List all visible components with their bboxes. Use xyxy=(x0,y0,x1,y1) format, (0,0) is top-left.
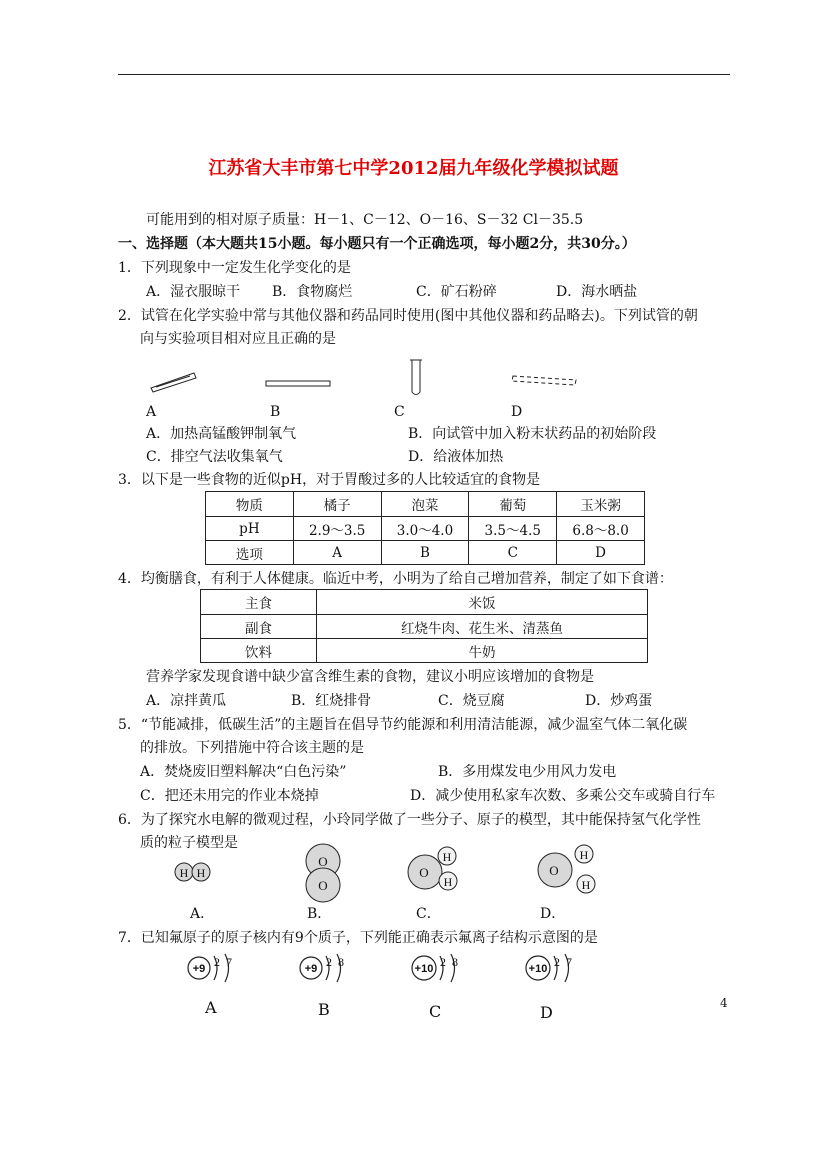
atom-label: H xyxy=(581,878,591,892)
q4-option-d: D．炒鸡蛋 xyxy=(585,693,653,709)
ph-cell: 物质 xyxy=(206,492,294,517)
atom-label: H xyxy=(442,850,452,864)
q4-followup: 营养学家发现食谱中缺少富含维生素的食物，建议小明应该增加的食物是 xyxy=(146,669,594,685)
q5-option-d: D．减少使用私家车次数、多乘公交车或骑自行车 xyxy=(410,788,716,804)
atom-label: H xyxy=(443,875,453,889)
q2-fig-label-d: D xyxy=(511,404,523,420)
menu-cell: 米饭 xyxy=(317,590,648,615)
menu-cell: 饮料 xyxy=(201,639,317,663)
q7-label-c: C xyxy=(429,1002,442,1021)
q4-option-b: B．红烧排骨 xyxy=(291,693,372,709)
shell-electrons: 2 xyxy=(214,955,220,969)
ph-cell: D xyxy=(557,541,645,565)
page-number: 4 xyxy=(720,996,728,1010)
q5-stem-1: 5．“节能减排，低碳生活”的主题旨在倡导节约能源和利用清洁能源，减少温室气体二氧化碳 xyxy=(118,717,688,733)
atom-label: H xyxy=(579,848,589,862)
menu-cell: 主食 xyxy=(201,590,317,615)
q2-fig-label-b: B xyxy=(270,404,281,420)
q7-label-a: A xyxy=(205,998,217,1017)
q2-option-a: A．加热高锰酸钾制氧气 xyxy=(146,426,297,442)
q5-option-b: B．多用煤发电少用风力发电 xyxy=(438,764,617,780)
nucleus-charge: +10 xyxy=(414,963,434,975)
ph-cell: 泡菜 xyxy=(381,492,469,517)
ph-cell: 选项 xyxy=(206,541,294,565)
atom-label: O xyxy=(419,865,429,880)
atom-label: O xyxy=(318,878,328,893)
atom-label: H xyxy=(179,866,189,880)
ion-diagram-d xyxy=(526,954,572,982)
shell-electrons: 7 xyxy=(566,955,572,969)
q2-fig-label-c: C xyxy=(394,404,405,420)
q1-option-a: A．湿衣服晾干 xyxy=(146,284,241,300)
shell-electrons: 8 xyxy=(338,955,344,969)
q4-option-a: A．凉拌黄瓜 xyxy=(146,693,227,709)
q2-option-d: D．给液体加热 xyxy=(408,449,504,465)
q6-label-b: B． xyxy=(307,906,332,922)
atomic-masses: 可能用到的相对原子质量：H－1、C－12、O－16、S－32 Cl－35.5 xyxy=(146,212,584,228)
shell-electrons: 8 xyxy=(452,955,458,969)
ph-cell: pH xyxy=(206,517,294,541)
q5-stem-2: 的排放。下列措施中符合该主题的是 xyxy=(140,740,364,756)
ph-cell: 橘子 xyxy=(293,492,381,517)
page-title: 江苏省大丰市第七中学2012届九年级化学模拟试题 xyxy=(208,158,619,179)
q4-option-c: C．烧豆腐 xyxy=(438,693,505,709)
atom-label: H xyxy=(196,866,206,880)
q1-option-d: D．海水晒盐 xyxy=(556,284,638,300)
ph-cell: 2.9～3.5 xyxy=(293,517,381,541)
q7-label-d: D xyxy=(540,1003,553,1022)
shell-electrons: 7 xyxy=(226,955,232,969)
shell-electrons: 2 xyxy=(554,955,560,969)
menu-cell: 副食 xyxy=(201,615,317,639)
ion-diagram-b xyxy=(300,954,344,982)
ph-cell: 3.5～4.5 xyxy=(469,517,557,541)
nucleus-charge: +9 xyxy=(192,963,206,975)
q7-label-b: B xyxy=(318,1000,330,1019)
shell-electrons: 2 xyxy=(440,955,446,969)
section-heading: 一、选择题（本大题共15小题。每小题只有一个正确选项，每小题2分，共30分。） xyxy=(118,236,636,252)
q2-fig-label-a: A xyxy=(146,404,157,420)
nucleus-charge: +9 xyxy=(304,963,318,975)
ph-cell: 葡萄 xyxy=(469,492,557,517)
q5-option-a: A．焚烧废旧塑料解决“白色污染” xyxy=(140,764,347,780)
ion-diagram-a xyxy=(188,954,232,982)
menu-cell: 牛奶 xyxy=(317,639,648,663)
nucleus-charge: +10 xyxy=(528,963,548,975)
ph-cell: A xyxy=(293,541,381,565)
q6-label-c: C． xyxy=(416,906,441,922)
q6-label-d: D． xyxy=(540,906,566,922)
q4-stem: 4．均衡膳食，有利于人体健康。临近中考，小明为了给自己增加营养，制定了如下食谱： xyxy=(118,571,673,587)
q6-stem-2: 质的粒子模型是 xyxy=(140,835,238,851)
ph-cell: 玉米粥 xyxy=(557,492,645,517)
q2-stem-2: 向与实验项目相对应且正确的是 xyxy=(140,331,336,347)
q3-stem: 3．以下是一些食物的近似pH，对于胃酸过多的人比较适宜的食物是 xyxy=(118,472,541,488)
q7-stem: 7．已知氟原子的原子核内有9个质子，下列能正确表示氟离子结构示意图的是 xyxy=(118,930,598,946)
ph-cell: B xyxy=(381,541,469,565)
q2-stem-1: 2．试管在化学实验中常与其他仪器和药品同时使用(图中其他仪器和药品略去)。下列试管的朝 xyxy=(118,308,698,324)
q6-label-a: A． xyxy=(190,906,215,922)
q1-stem: 1．下列现象中一定发生化学变化的是 xyxy=(118,260,351,276)
q1-option-b: B．食物腐烂 xyxy=(272,284,353,300)
atom-label: O xyxy=(549,863,559,878)
q2-option-c: C．排空气法收集氧气 xyxy=(146,449,283,465)
atom-label: O xyxy=(318,854,328,869)
q1-option-c: C．矿石粉碎 xyxy=(416,284,497,300)
ph-cell: C xyxy=(469,541,557,565)
q5-option-c: C．把还未用完的作业本烧掉 xyxy=(140,788,319,804)
q6-stem-1: 6．为了探究水电解的微观过程，小玲同学做了一些分子、原子的模型，其中能保持氢气化学性 xyxy=(118,812,701,828)
ph-cell: 6.8～8.0 xyxy=(557,517,645,541)
q2-option-b: B．向试管中加入粉末状药品的初始阶段 xyxy=(408,426,657,442)
shell-electrons: 2 xyxy=(326,955,332,969)
menu-cell: 红烧牛肉、花生米、清蒸鱼 xyxy=(317,615,648,639)
ph-cell: 3.0～4.0 xyxy=(381,517,469,541)
ion-diagram-c xyxy=(412,954,458,982)
